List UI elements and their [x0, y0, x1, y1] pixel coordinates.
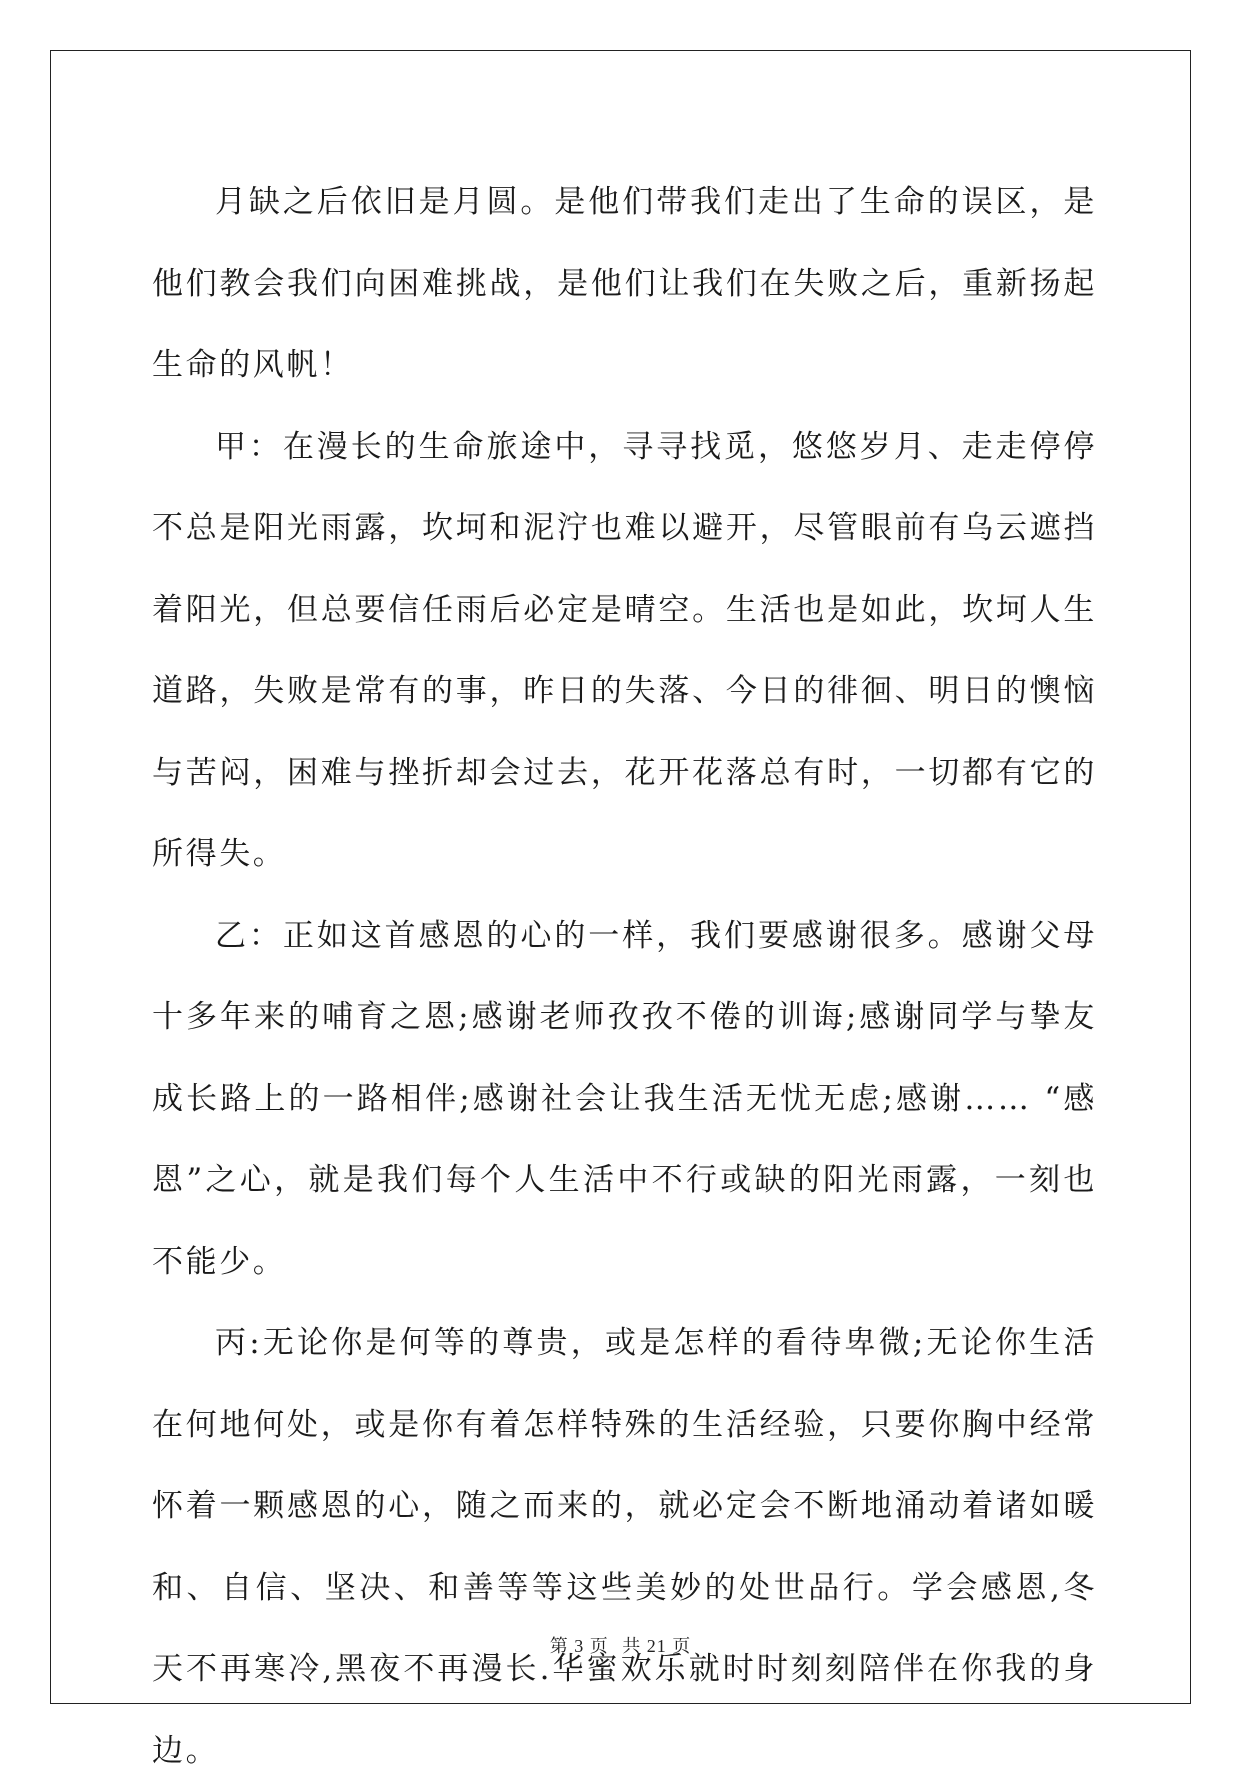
page-footer — [0, 1632, 1241, 1658]
paragraph-2: 甲：在漫长的生命旅途中，寻寻找觅，悠悠岁月、走走停停不总是阳光雨露，坎坷和泥泞也难以避开，尽管眼前有乌云遮挡着阳光，但总要信任雨后必定是晴空。生活也是如此，坎坷人生道路，失败是常有的事，昨日的失落、今日的徘徊、明日的懊恼与苦闷，困难与挫折却会过去，花开花落总有时，一切都有它的所得失。 — [152, 428, 1097, 872]
page-number: 第 3 页 — [549, 1636, 609, 1656]
page-total: 共 21 页 — [622, 1636, 692, 1656]
paragraph-4: 丙:无论你是何等的尊贵，或是怎样的看待卑微;无论你生活在何地何处，或是你有着怎样特殊的生活经验，只要你胸中经常怀着一颗感恩的心，随之而来的，就必定会不断地涌动着诸如暖和、自信、坚决、和善等等这些美妙的处世品行。学会感恩,冬天不再寒冷,黑夜不再漫长.华蜜欢乐就时时刻刻陪伴在你我的身边。 — [152, 1325, 1097, 1769]
paragraph-3: 乙：正如这首感恩的心的一样，我们要感谢很多。感谢父母十多年来的哺育之恩;感谢老师孜孜不倦的训诲;感谢同学与挚友成长路上的一路相伴;感谢社会让我生活无忧无虑;感谢…… “感恩”之心，就是我们每个人生活中不行或缺的阳光雨露，一刻也不能少。 — [152, 917, 1097, 1280]
document-body — [152, 162, 1097, 1792]
paragraph-1: 月缺之后依旧是月圆。是他们带我们走出了生命的误区，是他们教会我们向困难挑战，是他们让我们在失败之后，重新扬起生命的风帆！ — [152, 184, 1097, 383]
